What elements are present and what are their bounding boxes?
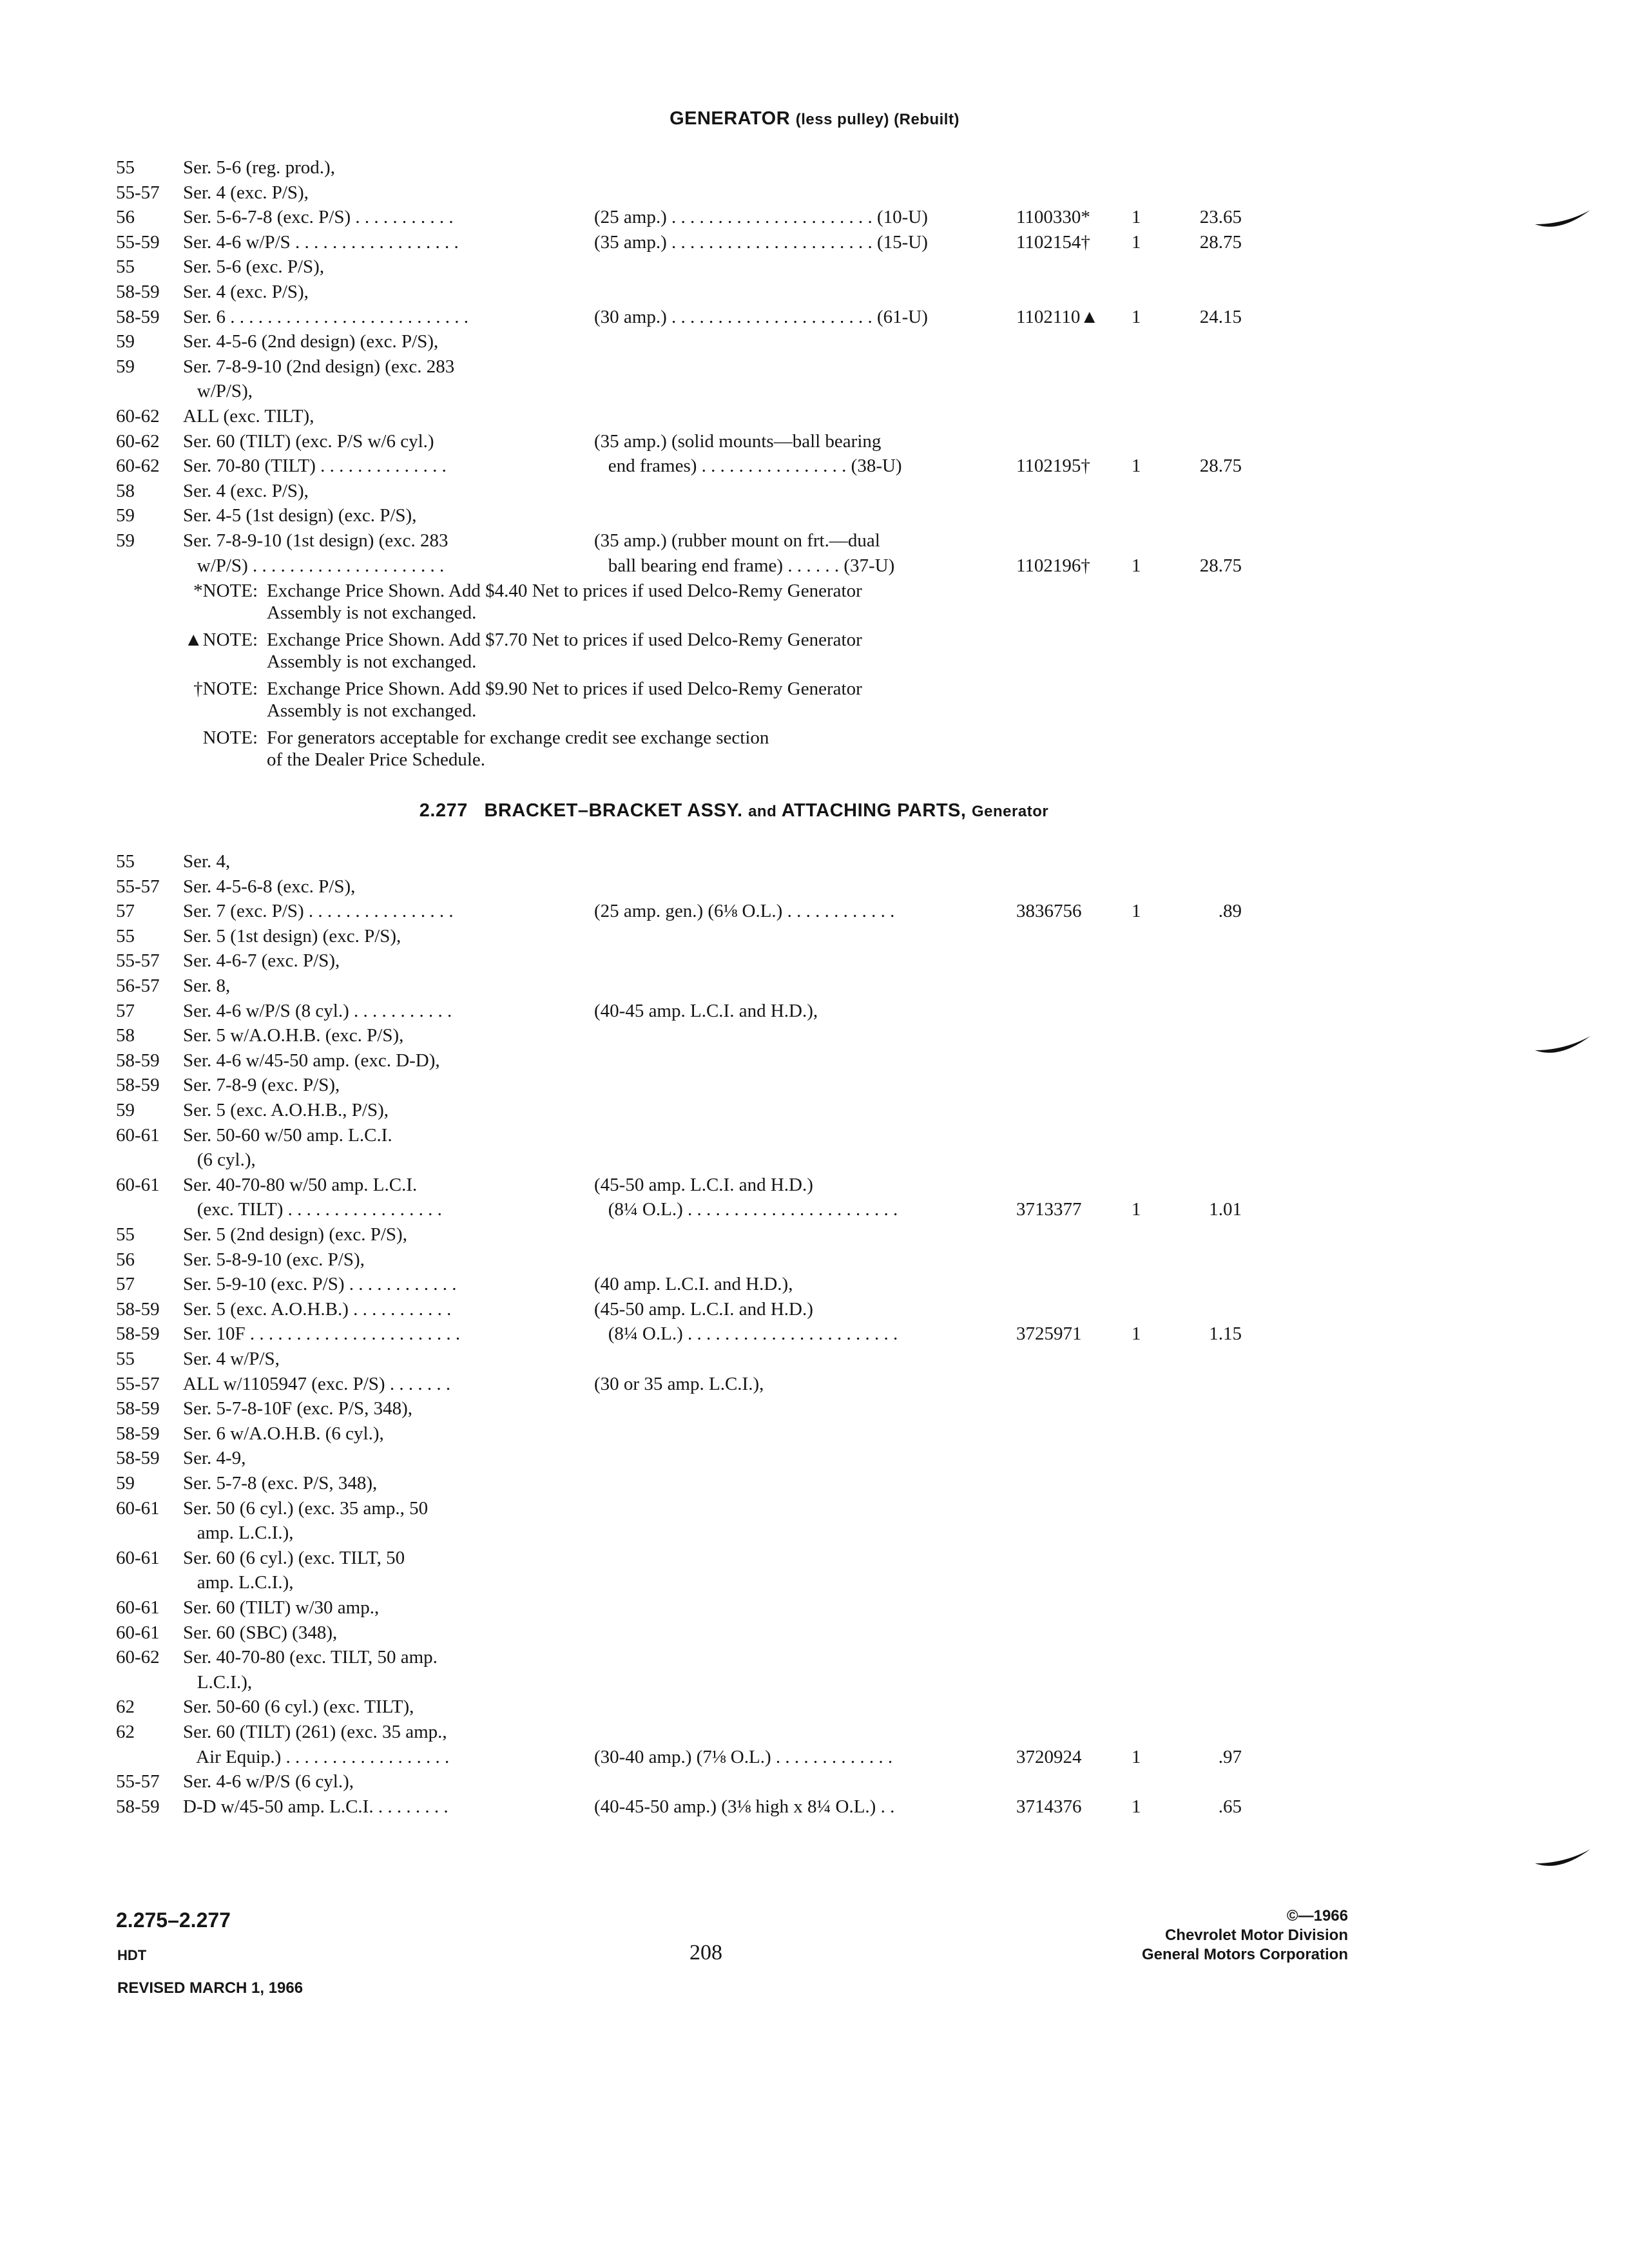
row-description: Ser. 5-6-7-8 (exc. P/S) . . . . . . . . . . .: [183, 207, 454, 228]
footer-section-ref: 2.275–2.277: [116, 1908, 231, 1932]
row-description: Ser. 4-5-6 (2nd design) (exc. P/S),: [183, 331, 439, 352]
row-application: (35 amp.) (rubber mount on frt.—dual: [594, 530, 880, 551]
note-text: of the Dealer Price Schedule.: [267, 749, 485, 770]
row-description: Ser. 40-70-80 (exc. TILT, 50 amp.: [183, 1647, 438, 1668]
row-description: Ser. 6 . . . . . . . . . . . . . . . . . . . . . . . . . .: [183, 306, 469, 327]
binder-hole-mark: [1534, 1844, 1593, 1872]
binder-hole-mark: [1534, 205, 1593, 233]
row-application: (35 amp.) (solid mounts—ball bearing: [594, 430, 882, 452]
note-text: Assembly is not exchanged.: [267, 700, 477, 721]
row-year: 60-61: [116, 1174, 160, 1195]
row-description: w/P/S),: [183, 381, 253, 402]
row-year: 58: [116, 480, 135, 501]
row-application: (40 amp. L.C.I. and H.D.),: [594, 1274, 793, 1295]
note-text: Exchange Price Shown. Add $4.40 Net to prices if used Delco-Remy Generator: [267, 581, 862, 601]
row-description: Ser. 5-9-10 (exc. P/S) . . . . . . . . . . . .: [183, 1274, 457, 1295]
row-year: 58-59: [116, 1423, 160, 1444]
section-title-bracket: 2.277 BRACKET–BRACKET ASSY. and ATTACHING PARTS, Generator: [419, 800, 1049, 821]
row-description: (6 cyl.),: [183, 1149, 256, 1171]
row-year: 60-62: [116, 1647, 160, 1668]
row-description: Ser. 8,: [183, 975, 231, 996]
row-year: 58-59: [116, 282, 160, 302]
row-quantity: 1: [1132, 1323, 1141, 1345]
row-description: Ser. 7-8-9-10 (2nd design) (exc. 283: [183, 356, 455, 377]
row-description: ALL (exc. TILT),: [183, 406, 314, 427]
row-description: L.C.I.),: [183, 1671, 253, 1693]
row-description: Ser. 4-6-7 (exc. P/S),: [183, 950, 340, 972]
row-description: Ser. 4 w/P/S,: [183, 1349, 280, 1369]
row-price: 1.01: [1209, 1199, 1242, 1220]
row-description: Ser. 4 (exc. P/S),: [183, 182, 309, 203]
note-label: NOTE:: [202, 727, 258, 748]
row-year: 55: [116, 851, 135, 872]
row-description: Ser. 7-8-9-10 (1st design) (exc. 283: [183, 530, 448, 551]
row-year: 58-59: [116, 1323, 160, 1345]
row-year: 58-59: [116, 1448, 160, 1469]
note-text: For generators acceptable for exchange credit see exchange section: [267, 727, 769, 748]
row-description: Ser. 5 (exc. A.O.H.B., P/S),: [183, 1100, 389, 1120]
row-year: 58-59: [116, 1298, 160, 1320]
row-year: 59: [116, 331, 135, 352]
row-part-number: 3713377: [1016, 1199, 1082, 1220]
row-application: (30 amp.) . . . . . . . . . . . . . . . . . . . . . . (61-U): [594, 306, 928, 327]
row-quantity: 1: [1132, 901, 1141, 922]
binder-hole-mark: [1534, 1031, 1593, 1059]
row-description: Ser. 5-6 (exc. P/S),: [183, 256, 325, 278]
row-application: (40-45 amp. L.C.I. and H.D.),: [594, 1000, 818, 1021]
row-description: Ser. 10F . . . . . . . . . . . . . . . . . . . . . . .: [183, 1323, 461, 1345]
row-year: 62: [116, 1696, 135, 1718]
row-year: 56: [116, 207, 135, 228]
row-application: (8¼ O.L.) . . . . . . . . . . . . . . . . . . . . . . .: [594, 1323, 898, 1345]
note-text: Assembly is not exchanged.: [267, 651, 477, 672]
row-year: 55-59: [116, 231, 160, 253]
row-year: 58-59: [116, 1050, 160, 1071]
row-year: 58-59: [116, 1398, 160, 1419]
row-year: 58: [116, 1025, 135, 1046]
row-application: (45-50 amp. L.C.I. and H.D.): [594, 1174, 813, 1195]
row-description: Ser. 6 w/A.O.H.B. (6 cyl.),: [183, 1423, 384, 1444]
footer-copyright: ©—1966: [1286, 1907, 1348, 1925]
row-description: Ser. 5 (1st design) (exc. P/S),: [183, 925, 401, 947]
row-year: 59: [116, 505, 135, 526]
row-description: Ser. 4-5 (1st design) (exc. P/S),: [183, 505, 417, 526]
row-year: 60-61: [116, 1124, 160, 1146]
row-description: Ser. 4 (exc. P/S),: [183, 480, 309, 501]
footer-division: Chevrolet Motor Division: [1164, 1927, 1348, 1944]
row-quantity: 1: [1132, 1796, 1141, 1817]
row-application: (40-45-50 amp.) (3⅛ high x 8¼ O.L.) . .: [594, 1796, 895, 1817]
row-description: Ser. 50-60 w/50 amp. L.C.I.: [183, 1124, 392, 1146]
row-part-number: 1102154†: [1016, 231, 1090, 253]
row-part-number: 1102110▲: [1016, 306, 1099, 327]
row-year: 55: [116, 1349, 135, 1369]
note-label: *NOTE:: [193, 581, 258, 601]
row-application: (30-40 amp.) (7⅛ O.L.) . . . . . . . . . . . . .: [594, 1746, 893, 1767]
row-application: (35 amp.) . . . . . . . . . . . . . . . . . . . . . . (15-U): [594, 231, 928, 253]
row-year: 59: [116, 356, 135, 377]
row-description: Ser. 5-7-8 (exc. P/S, 348),: [183, 1473, 378, 1494]
row-application: (25 amp.) . . . . . . . . . . . . . . . . . . . . . . (10-U): [594, 207, 928, 228]
row-description: Ser. 7-8-9 (exc. P/S),: [183, 1075, 340, 1096]
row-year: 55-57: [116, 182, 160, 203]
row-price: 28.75: [1199, 231, 1242, 253]
row-year: 55: [116, 1224, 135, 1245]
row-description: Ser. 4-6 w/P/S . . . . . . . . . . . . . . . . . .: [183, 231, 459, 253]
row-year: 55-57: [116, 1373, 160, 1394]
row-year: 60-61: [116, 1622, 160, 1643]
row-description: Ser. 50 (6 cyl.) (exc. 35 amp., 50: [183, 1497, 429, 1519]
row-description: Ser. 5 (exc. A.O.H.B.) . . . . . . . . . . .: [183, 1298, 452, 1320]
row-description: Ser. 4-9,: [183, 1448, 246, 1469]
row-description: Ser. 5-7-8-10F (exc. P/S, 348),: [183, 1398, 413, 1419]
row-part-number: 3836756: [1016, 901, 1082, 922]
row-price: .97: [1218, 1746, 1242, 1767]
row-application: end frames) . . . . . . . . . . . . . . . . (38-U): [594, 456, 902, 477]
footer-code: HDT: [117, 1947, 147, 1963]
row-description: Ser. 7 (exc. P/S) . . . . . . . . . . . . . . . .: [183, 901, 454, 922]
row-application: ball bearing end frame) . . . . . . (37-U): [594, 555, 895, 576]
row-year: 55: [116, 925, 135, 947]
footer-revised-date: REVISED MARCH 1, 1966: [117, 1979, 304, 1997]
row-year: 55-57: [116, 1771, 160, 1792]
row-quantity: 1: [1132, 555, 1141, 576]
section-title-generator: GENERATOR (less pulley) (Rebuilt): [670, 108, 959, 129]
row-description: amp. L.C.I.),: [183, 1523, 294, 1544]
note-label: †NOTE:: [193, 678, 258, 699]
row-part-number: 1102196†: [1016, 555, 1090, 576]
row-description: Ser. 5 (2nd design) (exc. P/S),: [183, 1224, 407, 1245]
row-description: Ser. 4 (exc. P/S),: [183, 282, 309, 302]
row-year: 56-57: [116, 975, 160, 996]
row-part-number: 3720924: [1016, 1746, 1082, 1767]
row-part-number: 3714376: [1016, 1796, 1082, 1817]
row-part-number: 3725971: [1016, 1323, 1082, 1345]
row-year: 57: [116, 901, 135, 922]
row-quantity: 1: [1132, 1746, 1141, 1767]
row-quantity: 1: [1132, 231, 1141, 253]
row-quantity: 1: [1132, 1199, 1141, 1220]
row-description: Ser. 70-80 (TILT) . . . . . . . . . . . . . .: [183, 456, 447, 477]
row-quantity: 1: [1132, 306, 1141, 327]
row-quantity: 1: [1132, 456, 1141, 477]
row-year: 60-61: [116, 1547, 160, 1568]
row-year: 59: [116, 1473, 135, 1494]
row-year: 60-61: [116, 1497, 160, 1519]
row-year: 59: [116, 530, 135, 551]
row-price: 28.75: [1199, 456, 1242, 477]
page-number: 208: [689, 1941, 722, 1965]
row-description: Ser. 4-6 w/P/S (8 cyl.) . . . . . . . . . . .: [183, 1000, 452, 1021]
row-price: 1.15: [1209, 1323, 1242, 1345]
row-description: ALL w/1105947 (exc. P/S) . . . . . . .: [183, 1373, 451, 1394]
row-year: 60-62: [116, 430, 160, 452]
row-description: Ser. 60 (TILT) w/30 amp.,: [183, 1597, 380, 1618]
row-description: Ser. 5-8-9-10 (exc. P/S),: [183, 1249, 365, 1270]
row-year: 59: [116, 1100, 135, 1120]
row-description: Ser. 4,: [183, 851, 231, 872]
row-description: w/P/S) . . . . . . . . . . . . . . . . . . . . .: [183, 555, 445, 576]
row-description: amp. L.C.I.),: [183, 1572, 294, 1593]
row-application: (30 or 35 amp. L.C.I.),: [594, 1373, 764, 1394]
row-price: .89: [1218, 901, 1242, 922]
row-application: (8¼ O.L.) . . . . . . . . . . . . . . . . . . . . . . .: [594, 1199, 898, 1220]
row-year: 55: [116, 256, 135, 278]
row-year: 58-59: [116, 1075, 160, 1096]
row-description: Ser. 60 (6 cyl.) (exc. TILT, 50: [183, 1547, 405, 1568]
row-description: Ser. 4-6 w/P/S (6 cyl.),: [183, 1771, 354, 1792]
row-description: Ser. 60 (TILT) (exc. P/S w/6 cyl.): [183, 430, 434, 452]
note-text: Exchange Price Shown. Add $9.90 Net to prices if used Delco-Remy Generator: [267, 678, 862, 699]
row-application: (25 amp. gen.) (6⅛ O.L.) . . . . . . . . . . . .: [594, 901, 895, 922]
row-year: 60-61: [116, 1597, 160, 1618]
row-description: Ser. 4-6 w/45-50 amp. (exc. D-D),: [183, 1050, 440, 1071]
row-price: 23.65: [1199, 207, 1242, 228]
row-year: 56: [116, 1249, 135, 1270]
row-year: 58-59: [116, 306, 160, 327]
row-year: 57: [116, 1000, 135, 1021]
row-description: Air Equip.) . . . . . . . . . . . . . . . . . .: [183, 1746, 450, 1767]
row-description: Ser. 50-60 (6 cyl.) (exc. TILT),: [183, 1696, 414, 1718]
row-year: 58-59: [116, 1796, 160, 1817]
row-description: Ser. 5 w/A.O.H.B. (exc. P/S),: [183, 1025, 404, 1046]
row-part-number: 1102195†: [1016, 456, 1090, 477]
row-description: Ser. 60 (SBC) (348),: [183, 1622, 338, 1643]
row-year: 60-62: [116, 406, 160, 427]
row-part-number: 1100330*: [1016, 207, 1090, 228]
row-year: 55-57: [116, 950, 160, 972]
row-year: 60-62: [116, 456, 160, 477]
footer-corporation: General Motors Corporation: [1141, 1946, 1348, 1963]
row-year: 57: [116, 1274, 135, 1295]
note-text: Assembly is not exchanged.: [267, 602, 477, 623]
row-description: Ser. 60 (TILT) (261) (exc. 35 amp.,: [183, 1722, 447, 1742]
note-label: ▲NOTE:: [184, 629, 258, 650]
row-quantity: 1: [1132, 207, 1141, 228]
row-description: Ser. 5-6 (reg. prod.),: [183, 157, 335, 178]
row-year: 62: [116, 1722, 135, 1742]
row-year: 55-57: [116, 876, 160, 897]
row-description: D-D w/45-50 amp. L.C.I. . . . . . . . .: [183, 1796, 448, 1817]
row-description: Ser. 4-5-6-8 (exc. P/S),: [183, 876, 356, 897]
row-year: 55: [116, 157, 135, 178]
row-description: (exc. TILT) . . . . . . . . . . . . . . . . .: [183, 1199, 442, 1220]
row-application: (45-50 amp. L.C.I. and H.D.): [594, 1298, 813, 1320]
row-price: .65: [1218, 1796, 1242, 1817]
row-price: 24.15: [1199, 306, 1242, 327]
note-text: Exchange Price Shown. Add $7.70 Net to prices if used Delco-Remy Generator: [267, 629, 862, 650]
row-price: 28.75: [1199, 555, 1242, 576]
row-description: Ser. 40-70-80 w/50 amp. L.C.I.: [183, 1174, 418, 1195]
